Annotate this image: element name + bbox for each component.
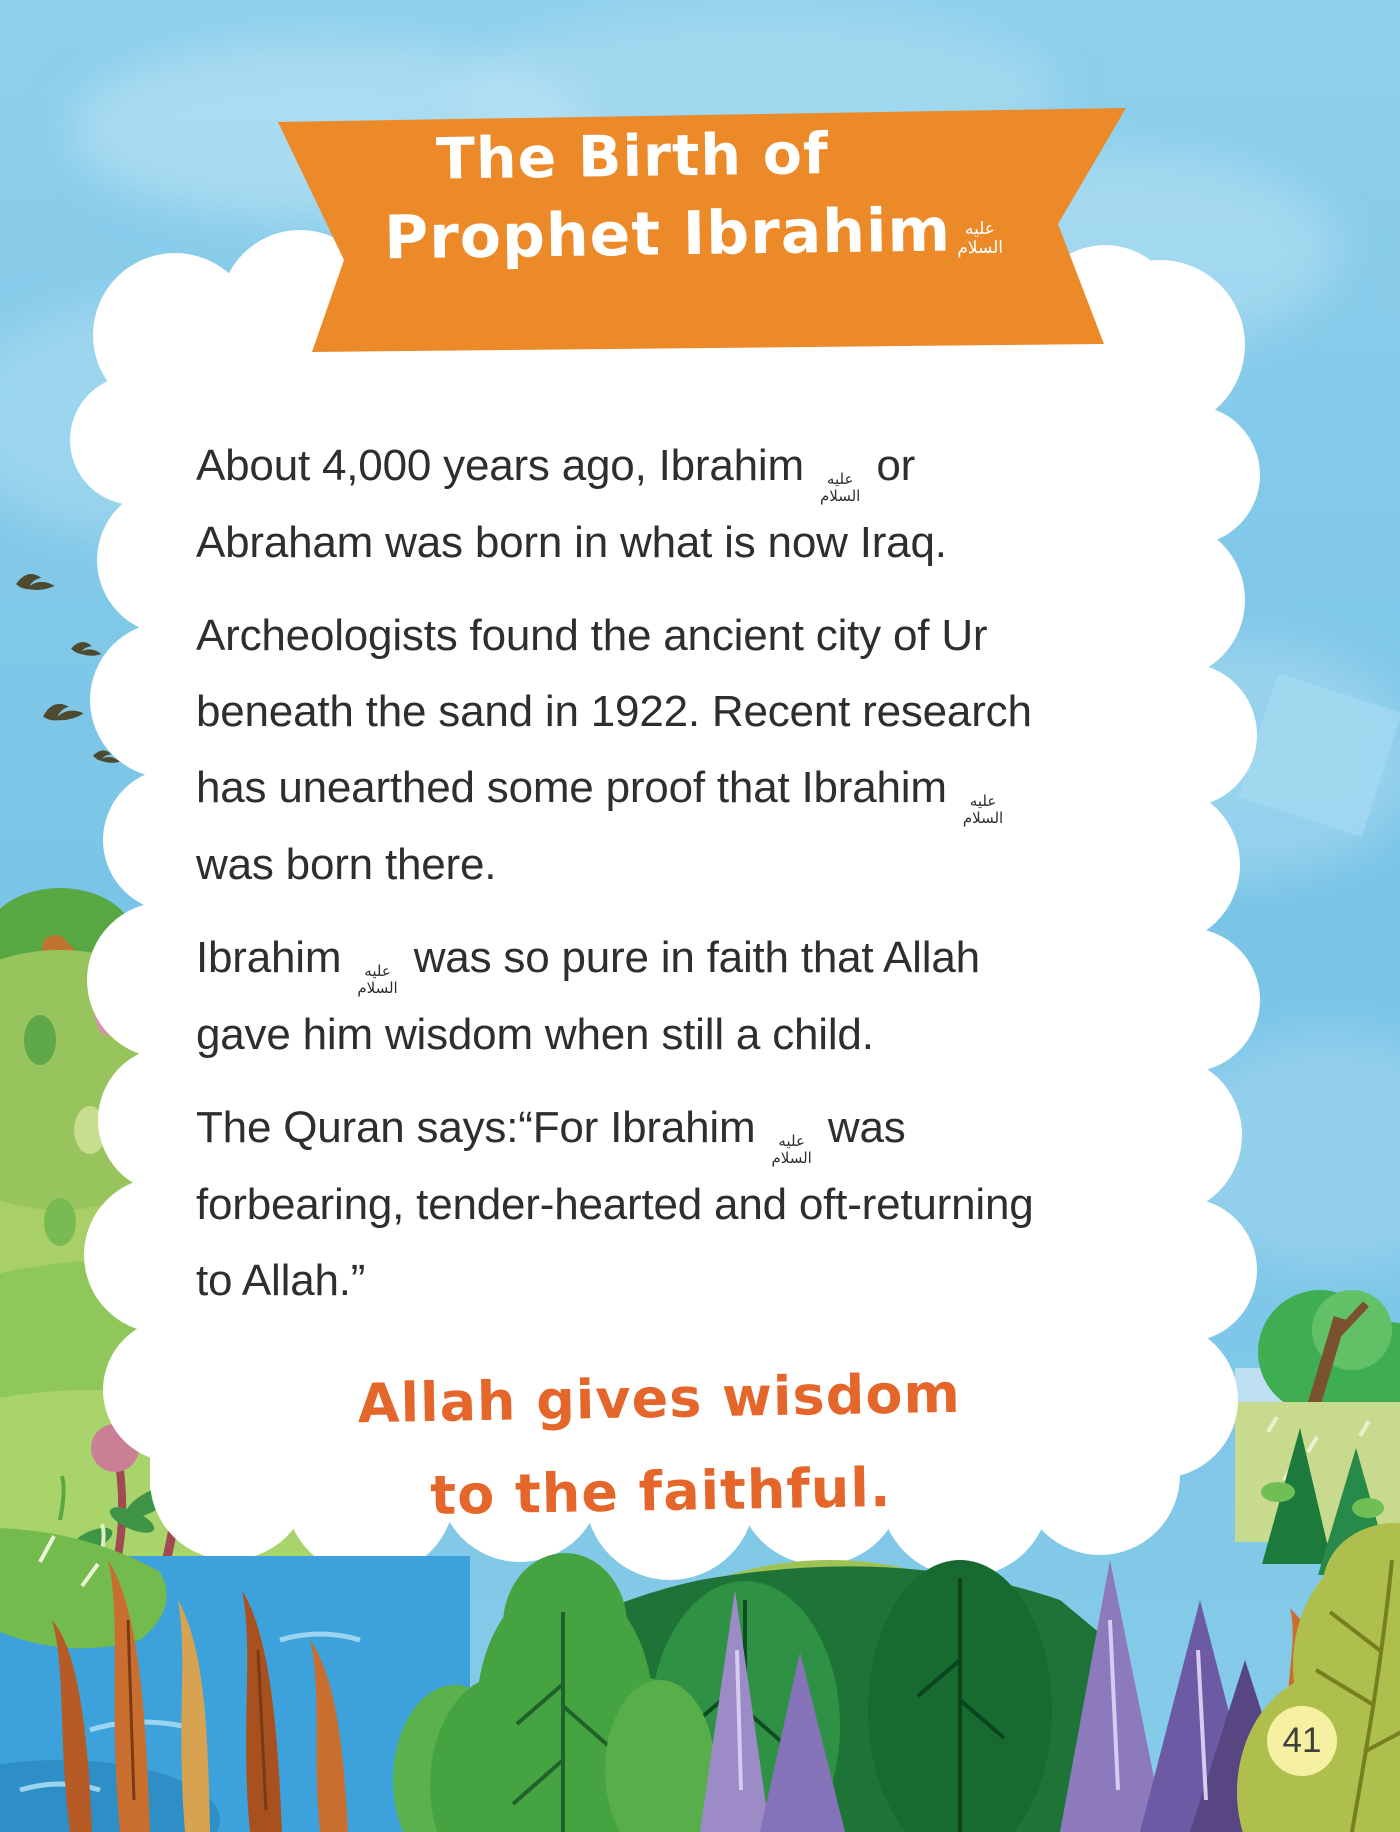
moral-message-line1: Allah gives wisdom (357, 1361, 962, 1436)
honorific-arabic: عليه السلام (357, 962, 398, 997)
banner-title-line2: Prophet Ibrahim عليه السلام (383, 195, 1004, 274)
story-paragraph: Archeologists found the ancient city of Ur beneath the sand in 1922. Recent research has unearthed some proof that Ibrahim عليه السلام was born there. (196, 611, 1032, 889)
story-paragraph: About 4,000 years ago, Ibrahim عليه السلام or Abraham was born in what is now Iraq. (196, 441, 947, 567)
page-number: 41 (1282, 1721, 1322, 1760)
story-paragraph: The Quran says:“For Ibrahim عليه السلام was forbearing, tender-hearted and oft-returning to Allah.” (196, 1103, 1034, 1305)
story-paragraph: Ibrahim عليه السلام was so pure in faith that Allah gave him wisdom when still a child. (196, 933, 980, 1059)
honorific-arabic: عليه السلام (957, 218, 1004, 259)
banner-title-line1: The Birth of (435, 121, 830, 193)
honorific-arabic: عليه السلام (819, 470, 861, 505)
honorific-arabic: عليه السلام (962, 792, 1004, 827)
moral-message-line2: to the faithful. (429, 1455, 892, 1528)
page-number-badge (1267, 1706, 1337, 1776)
story-text (196, 428, 1146, 1336)
honorific-arabic: عليه السلام (771, 1132, 812, 1167)
moral-message (188, 1344, 1131, 1546)
banner-title (294, 114, 1096, 281)
